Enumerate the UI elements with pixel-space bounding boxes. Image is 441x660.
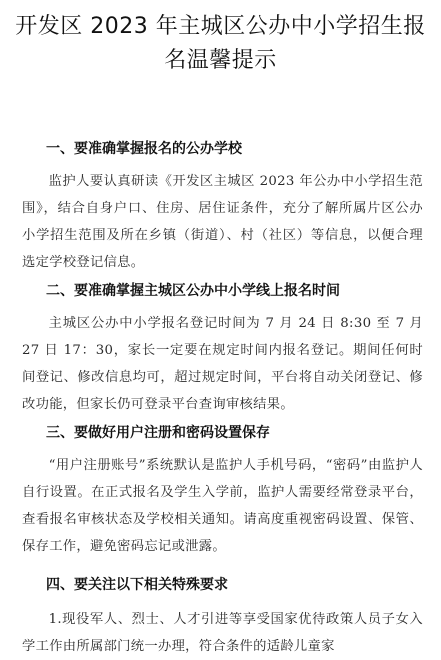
section-heading: 二、要准确掌握主城区公办中小学线上报名时间 — [46, 283, 340, 299]
section-paragraph: 监护人要认真研读《开发区主城区 2023 年公办中小学招生范围》，结合自身户口、住房、居住证条件，充分了解所属片区公办小学招生范围及所在乡镇（街道）、村（社区）等信息，以便合理选定学校登记信息。 — [22, 174, 423, 270]
section-heading: 四、要关注以下相关特殊要求 — [46, 577, 228, 593]
section-1 — [0, 138, 441, 276]
document-title: 开发区 2023 年主城区公办中小学招生报名温馨提示 — [15, 14, 426, 73]
section-2 — [0, 280, 441, 418]
section-heading: 一、要准确掌握报名的公办学校 — [46, 141, 242, 157]
section-paragraph: “用户注册账号”系统默认是监护人手机号码，“密码”由监护人自行设置。在正式报名及学生入学前，监护人需要经常登录平台，查看报名审核状态及学校相关通知。请高度重视密码设置、保管、保存工作，避免密码忘记或泄露。 — [22, 458, 423, 554]
section-paragraph: 1.现役军人、烈士、人才引进等享受国家优待政策人员子女入学工作由所属部门统一办理，符合条件的适龄儿童家 — [22, 612, 423, 654]
section-paragraph: 主城区公办中小学报名登记时间为 7 月 24 日 8:30 至 7 月 27 日 17：30，家长一定要在规定时间内报名登记。期间任何时间登记、修改信息均可，超过规定时间，平台将自动关闭登记、修改功能，但家长仍可登录平台查询审核结果。 — [22, 316, 423, 412]
section-heading: 三、要做好用户注册和密码设置保存 — [46, 425, 270, 441]
section-3 — [0, 422, 441, 560]
section-4 — [0, 574, 441, 660]
